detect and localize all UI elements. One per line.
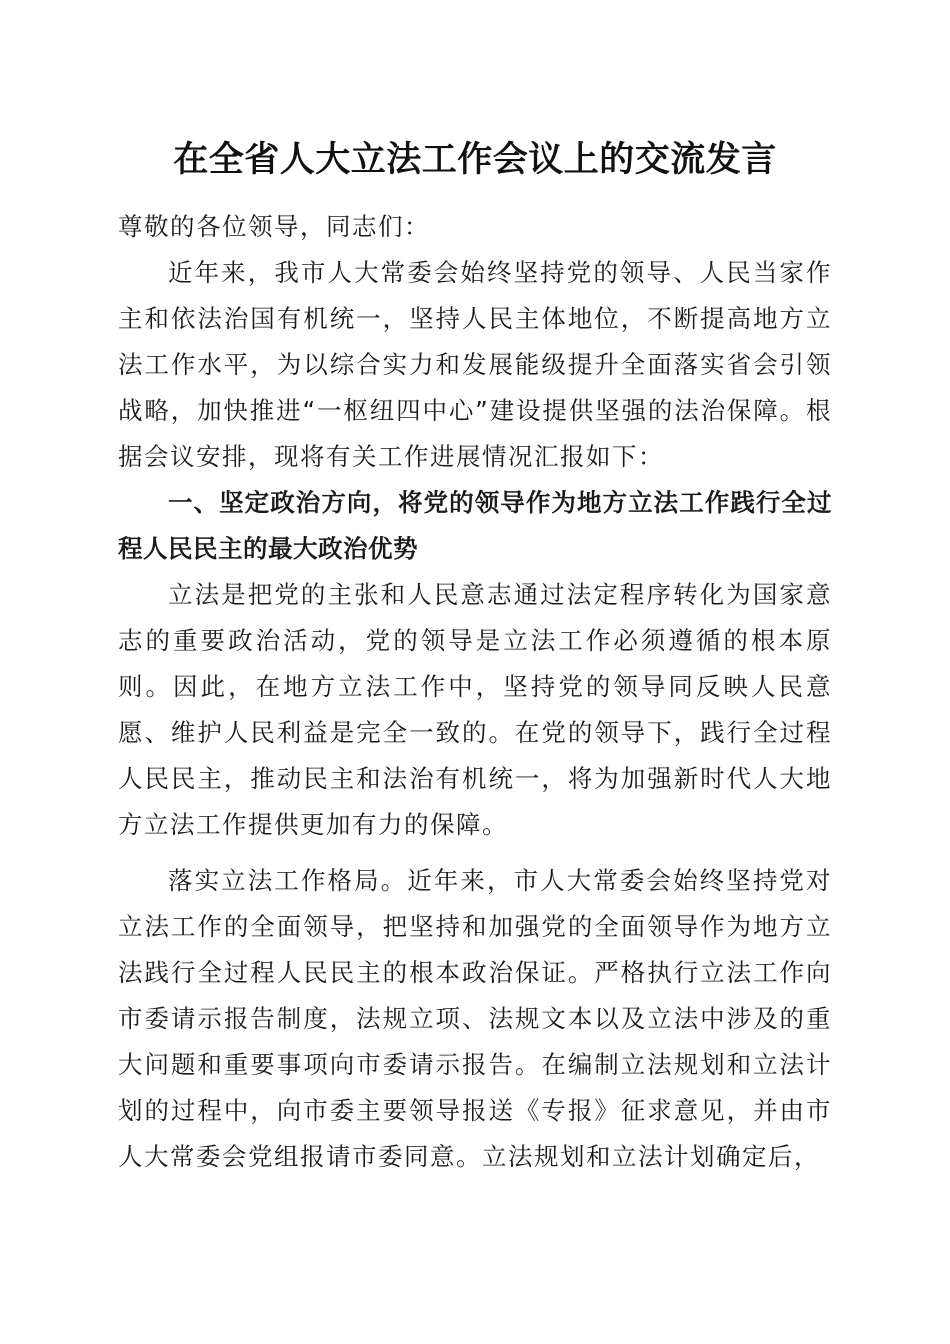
intro-paragraph: 近年来，我市人大常委会始终坚持党的领导、人民当家作主和依法治国有机统一，坚持人民主体地位，不断提高地方立法工作水平，为以综合实力和发展能级提升全面落实省会引领战略，加快推进“一枢纽四中心”建设提供坚强的法治保障。根据会议安排，现将有关工作进展情况汇报如下： bbox=[118, 258, 832, 471]
document-body bbox=[118, 204, 832, 1180]
section-paragraph: 落实立法工作格局。近年来，市人大常委会始终坚持党对立法工作的全面领导，把坚持和加强党的全面领导作为地方立法践行全过程人民民主的根本政治保证。严格执行立法工作向市委请示报告制度，法规立项、法规文本以及立法中涉及的重大问题和重要事项向市委请示报告。在编制立法规划和立法计划的过程中，向市委主要领导报送《专报》征求意见，并由市人大常委会党组报请市委同意。立法规划和立法计划确定后， bbox=[118, 866, 832, 1171]
salutation: 尊敬的各位领导，同志们： bbox=[118, 212, 430, 241]
section-paragraph: 立法是把党的主张和人民意志通过法定程序转化为国家意志的重要政治活动，党的领导是立法工作必须遵循的根本原则。因此，在地方立法工作中，坚持党的领导同反映人民意愿、维护人民利益是完全一致的。在党的领导下，践行全过程人民民主，推动民主和法治有机统一，将为加强新时代人大地方立法工作提供更加有力的保障。 bbox=[118, 580, 832, 839]
document-title: 在全省人大立法工作会议上的交流发言 bbox=[173, 139, 777, 180]
section-heading: 一、坚定政治方向，将党的领导作为地方立法工作践行全过程人民民主的最大政治优势 bbox=[118, 488, 832, 563]
